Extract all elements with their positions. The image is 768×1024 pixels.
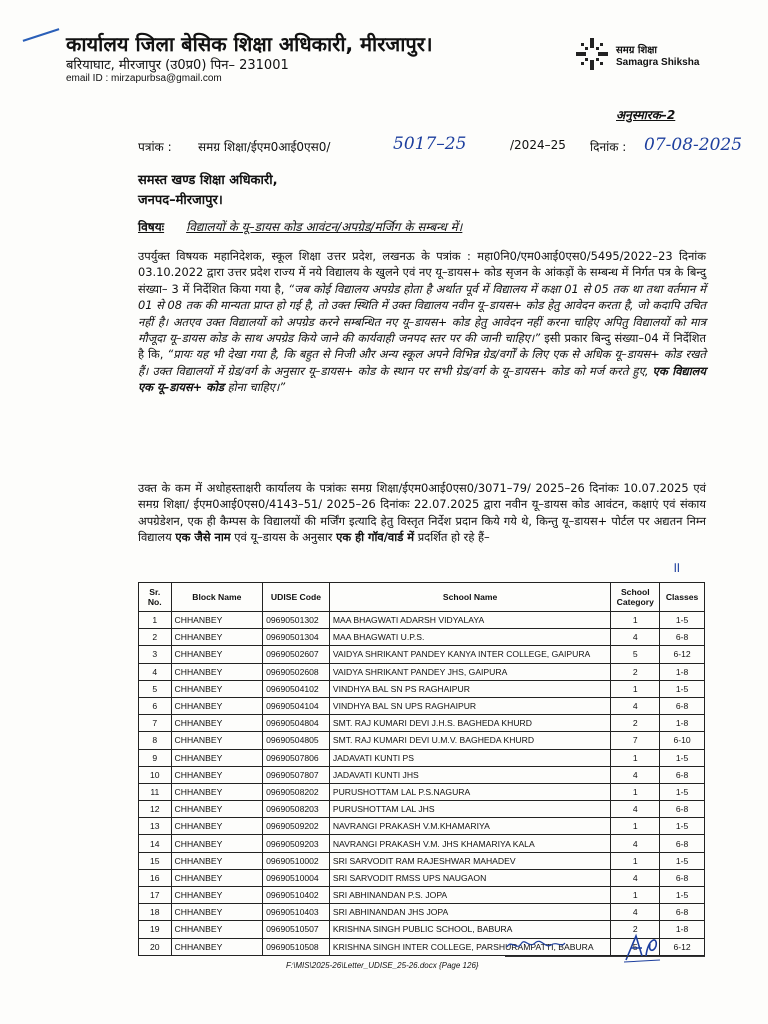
cell-classes: 6-8 [660, 697, 705, 714]
table-row [139, 938, 705, 955]
samagra-shiksha-logo-icon [574, 36, 610, 72]
para1-quote-2-bold: एक विद्यालय एक यू–डायस+ कोड [138, 363, 706, 395]
cell-school-category: 5 [611, 646, 660, 663]
cell-block-name: CHHANBEY [171, 938, 263, 955]
cell-school-name: KRISHNA SINGH INTER COLLEGE, PARSHURAMPATTI, BABURA [329, 938, 611, 955]
header-school-name: School Name [329, 583, 611, 612]
cell-school-name: SMT. RAJ KUMARI DEVI J.H.S. BAGHEDA KHURD [329, 715, 611, 732]
logo-text-english: Samagra Shiksha [616, 57, 700, 68]
header-classes: Classes [660, 583, 705, 612]
para2-mid: एवं यू–डायस के अनुसार [230, 530, 337, 545]
cell-school-category: 2 [611, 921, 660, 938]
cell-school-category: 1 [611, 783, 660, 800]
header-sr-no: Sr. No. [139, 583, 172, 612]
signature-initials [505, 937, 567, 953]
cell-udise-code: 09690510002 [263, 852, 330, 869]
reference-label: पत्रांक : [138, 140, 172, 154]
cell-classes: 6-12 [660, 646, 705, 663]
cell-school-name: VAIDYA SHRIKANT PANDEY JHS, GAIPURA [329, 663, 611, 680]
table-body [139, 612, 705, 956]
table-row [139, 646, 705, 663]
subject-line [138, 218, 462, 235]
cell-sr-no: 9 [139, 749, 172, 766]
cell-block-name: CHHANBEY [171, 852, 263, 869]
cell-sr-no: 13 [139, 818, 172, 835]
date-label: दिनांक : [590, 140, 627, 154]
cell-school-category: 7 [611, 732, 660, 749]
table-row [139, 835, 705, 852]
cell-block-name: CHHANBEY [171, 697, 263, 714]
para1-quote-1: “जब कोई विद्यालय अपग्रेड होता है अर्थात पूर्व में विद्यालय में कक्षा 01 से 05 तक था तथा वर्तमान में 01 से 08 तक की मान्यता प्राप्त हो गई है, तो उक्त स्थिति में उक्त विद्यालय नवीन यू–डायस+ कोड हेतु आवेदन करता है, जो कदापि उचित नहीं है। अतएव उक्त विद्यालयों को अपग्रेड करने सम्बन्धित नए यू–डायस+ कोड हेतु आवेदन नहीं करना चाहिए अपितु विद्यालयों को मात्र मौजूदा यू–डायस कोड के साथ अपग्रेड किये जाने की कार्यवाही जनपद स्तर पर की जानी चाहिए।” [138, 281, 706, 346]
paragraph-1 [138, 248, 706, 396]
table-row [139, 629, 705, 646]
signature-line [505, 956, 705, 957]
office-address: बरियाघाट, मीरजापुर (उ0प्र0) पिन– 231001 [66, 58, 289, 73]
cell-block-name: CHHANBEY [171, 766, 263, 783]
cell-school-category: 2 [611, 715, 660, 732]
cell-block-name: CHHANBEY [171, 801, 263, 818]
cell-classes: 1-8 [660, 921, 705, 938]
cell-sr-no: 2 [139, 629, 172, 646]
cell-sr-no: 8 [139, 732, 172, 749]
cell-classes: 1-5 [660, 852, 705, 869]
table-row [139, 904, 705, 921]
cell-school-name: SRI SARVODIT RMSS UPS NAUGAON [329, 869, 611, 886]
logo-text-hindi: समग्र शिक्षा [616, 45, 658, 56]
cell-school-category: 4 [611, 869, 660, 886]
cell-udise-code: 09690510508 [263, 938, 330, 955]
cell-udise-code: 09690510004 [263, 869, 330, 886]
cell-school-name: NAVRANGI PRAKASH V.M. JHS KHAMARIYA KALA [329, 835, 611, 852]
cell-school-name: SRI SARVODIT RAM RAJESHWAR MAHADEV [329, 852, 611, 869]
cell-sr-no: 10 [139, 766, 172, 783]
cell-classes: 1-5 [660, 612, 705, 629]
recipient-line-1: समस्त खण्ड शिक्षा अधिकारी, [138, 173, 278, 188]
table-row [139, 766, 705, 783]
office-title: कार्यालय जिला बेसिक शिक्षा अधिकारी, मीरजापुर। [66, 32, 433, 56]
cell-block-name: CHHANBEY [171, 663, 263, 680]
cell-sr-no: 5 [139, 680, 172, 697]
cell-school-name: KRISHNA SINGH PUBLIC SCHOOL, BABURA [329, 921, 611, 938]
cell-school-name: JADAVATI KUNTI PS [329, 749, 611, 766]
cell-classes: 1-5 [660, 680, 705, 697]
cell-school-category: 1 [611, 852, 660, 869]
cell-sr-no: 1 [139, 612, 172, 629]
cell-udise-code: 09690501304 [263, 629, 330, 646]
table-header-row [139, 583, 705, 612]
para1-intro: उपर्युक्त विषयक महानिदेशक, स्कूल शिक्षा उत्तर प्रदेश, लखनऊ के पत्रांक : महा0नि0/एम0आई0एस0/5495/2022–23 दिनांक 03.10.2022 द्वारा उत्तर प्रदेश राज्य में नये विद्यालय के खुलने एवं नए यू–डायस+ कोड सृजन के आंकड़ों के सम्बन्ध में निर्गत पत्र के बिन्दु संख्या– 3 में निर्देशित किया गया है, [138, 249, 706, 296]
cell-school-name: PURUSHOTTAM LAL P.S.NAGURA [329, 783, 611, 800]
cell-udise-code: 09690510507 [263, 921, 330, 938]
cell-sr-no: 18 [139, 904, 172, 921]
cell-sr-no: 19 [139, 921, 172, 938]
table-row [139, 697, 705, 714]
file-path-footer: F:\MIS\2025-26\Letter_UDISE_25-26.docx {Page 126} [286, 961, 479, 970]
table-row [139, 680, 705, 697]
cell-school-category: 1 [611, 818, 660, 835]
cell-classes: 6-8 [660, 904, 705, 921]
cell-school-category: 2 [611, 663, 660, 680]
paragraph-2 [138, 480, 706, 546]
cell-udise-code: 09690504805 [263, 732, 330, 749]
cell-classes: 1-5 [660, 749, 705, 766]
table-row [139, 921, 705, 938]
table-row [139, 715, 705, 732]
para2-text: उक्त के कम में अधोहस्ताक्षरी कार्यालय के पत्रांकः समग्र शिक्षा/ईएम0आई0एस0/3071–79/ 2025–26 दिनांकः 10.07.2025 एवं समग्र शिक्षा/ ईएम0आई0एस0/4143–51/ 2025–26 दिनांकः 22.07.2025 द्वारा नवीन यू–डायस कोड आवंटन, कक्षाएं एवं संकाय अपग्रेडेशन, एक ही कैम्पस के विद्यालयों की मर्जिंग इत्यादि हेतु विस्तृत निर्देश प्रदान किये गये थे, किन्तु यू–डायस+ पोर्टल पर अद्यतन निम्न विद्यालय [138, 481, 706, 545]
reference-line [138, 134, 743, 158]
cell-sr-no: 12 [139, 801, 172, 818]
cell-udise-code: 09690507807 [263, 766, 330, 783]
subject-label: विषयः [138, 220, 165, 234]
table-row [139, 869, 705, 886]
cell-sr-no: 7 [139, 715, 172, 732]
cell-school-name: SRI ABHINANDAN P.S. JOPA [329, 887, 611, 904]
cell-block-name: CHHANBEY [171, 612, 263, 629]
cell-udise-code: 09690510403 [263, 904, 330, 921]
cell-classes: 6-8 [660, 869, 705, 886]
cell-block-name: CHHANBEY [171, 921, 263, 938]
cell-sr-no: 20 [139, 938, 172, 955]
cell-classes: 1-8 [660, 663, 705, 680]
cell-sr-no: 4 [139, 663, 172, 680]
cell-block-name: CHHANBEY [171, 818, 263, 835]
cell-block-name: CHHANBEY [171, 680, 263, 697]
handwritten-letter-number: 5017–25 [393, 134, 467, 154]
office-email: email ID : mirzapurbsa@gmail.com [66, 73, 222, 84]
cell-classes: 6-8 [660, 801, 705, 818]
table-row [139, 887, 705, 904]
cell-udise-code: 09690502608 [263, 663, 330, 680]
cell-udise-code: 09690504804 [263, 715, 330, 732]
cell-block-name: CHHANBEY [171, 646, 263, 663]
para2-bold-2: एक ही गॉव/वार्ड में [336, 530, 415, 545]
cell-school-category: 1 [611, 749, 660, 766]
cell-block-name: CHHANBEY [171, 887, 263, 904]
cell-school-name: SRI ABHINANDAN JHS JOPA [329, 904, 611, 921]
cell-classes: 6-12 [660, 938, 705, 955]
para2-end: प्रदर्शित हो रहे हैं– [414, 530, 490, 545]
cell-classes: 1-5 [660, 887, 705, 904]
table-row [139, 663, 705, 680]
reference-prefix: समग्र शिक्षा/ईएम0आई0एस0/ [198, 140, 331, 154]
cell-sr-no: 3 [139, 646, 172, 663]
para1-middle: इसी प्रकार बिन्दु संख्या–04 में निर्देशित है कि, [138, 331, 706, 362]
cell-school-name: VINDHYA BAL SN PS RAGHAIPUR [329, 680, 611, 697]
cell-classes: 1-5 [660, 818, 705, 835]
cell-school-name: JADAVATI KUNTI JHS [329, 766, 611, 783]
cell-block-name: CHHANBEY [171, 869, 263, 886]
cell-school-name: VAIDYA SHRIKANT PANDEY KANYA INTER COLLEGE, GAIPURA [329, 646, 611, 663]
cell-sr-no: 17 [139, 887, 172, 904]
cell-block-name: CHHANBEY [171, 749, 263, 766]
cell-block-name: CHHANBEY [171, 629, 263, 646]
header-udise-code: UDISE Code [263, 583, 330, 612]
cell-school-category: 1 [611, 887, 660, 904]
table-row [139, 818, 705, 835]
handwritten-date: 07-08-2025 [644, 135, 743, 155]
cell-sr-no: 16 [139, 869, 172, 886]
cell-sr-no: 11 [139, 783, 172, 800]
cell-udise-code: 09690510402 [263, 887, 330, 904]
table-row [139, 783, 705, 800]
cell-school-category: 4 [611, 801, 660, 818]
cell-block-name: CHHANBEY [171, 715, 263, 732]
cell-sr-no: 6 [139, 697, 172, 714]
cell-udise-code: 09690504102 [263, 680, 330, 697]
reference-year: /2024–25 [510, 138, 566, 152]
cell-school-category: 4 [611, 766, 660, 783]
cell-block-name: CHHANBEY [171, 904, 263, 921]
cell-classes: 6-8 [660, 766, 705, 783]
pen-mark [23, 28, 60, 42]
cell-school-name: MAA BHAGWATI ADARSH VIDYALAYA [329, 612, 611, 629]
signature-officer [622, 930, 662, 964]
cell-school-category: 5 [611, 938, 660, 955]
cell-school-name: VINDHYA BAL SN UPS RAGHAIPUR [329, 697, 611, 714]
table-row [139, 801, 705, 818]
subject-text: विद्यालयों के यू–डायस कोड आवंटन/अपग्रेड/मर्जिग के सम्बन्ध में। [186, 220, 463, 234]
para1-quote-2: “प्रायः यह भी देखा गया है, कि बहुत से निजी और अन्य स्कूल अपने विभिन्न ग्रेड/वर्गों के लिए एक से अधिक यू–डायस+ कोड रखते हैं। उक्त विद्यालयों में ग्रेड/वर्ग के अनुसार यू–डायस+ कोड के स्थान पर सभी ग्रेड/वर्ग के यू–डायस+ कोड को मर्ज करते हुए, [138, 347, 707, 378]
cell-school-name: PURUSHOTTAM LAL JHS [329, 801, 611, 818]
cell-classes: 1-8 [660, 715, 705, 732]
cell-udise-code: 09690501302 [263, 612, 330, 629]
table-row [139, 612, 705, 629]
cell-school-category: 4 [611, 697, 660, 714]
cell-udise-code: 09690504104 [263, 697, 330, 714]
school-table [138, 582, 705, 956]
table-row [139, 732, 705, 749]
cell-school-category: 4 [611, 904, 660, 921]
handwritten-mark: ॥ [672, 560, 681, 576]
reminder-label: अनुस्मारक–2 [616, 108, 676, 122]
para1-quote-2-end: होना चाहिए।” [223, 380, 286, 395]
cell-udise-code: 09690508202 [263, 783, 330, 800]
cell-classes: 6-8 [660, 629, 705, 646]
header-block-name: Block Name [171, 583, 263, 612]
header-school-category: School Category [611, 583, 660, 612]
cell-classes: 6-10 [660, 732, 705, 749]
cell-udise-code: 09690502607 [263, 646, 330, 663]
cell-school-name: NAVRANGI PRAKASH V.M.KHAMARIYA [329, 818, 611, 835]
cell-classes: 1-5 [660, 783, 705, 800]
cell-udise-code: 09690509203 [263, 835, 330, 852]
cell-school-category: 4 [611, 629, 660, 646]
para2-bold-1: एक जैसे नाम [175, 530, 231, 545]
cell-school-category: 1 [611, 680, 660, 697]
cell-school-category: 4 [611, 835, 660, 852]
cell-sr-no: 14 [139, 835, 172, 852]
table-row [139, 852, 705, 869]
recipient-line-2: जनपद–मीरजापुर। [138, 193, 223, 208]
cell-udise-code: 09690508203 [263, 801, 330, 818]
cell-classes: 6-8 [660, 835, 705, 852]
cell-school-name: SMT. RAJ KUMARI DEVI U.M.V. BAGHEDA KHURD [329, 732, 611, 749]
cell-block-name: CHHANBEY [171, 783, 263, 800]
table-row [139, 749, 705, 766]
cell-udise-code: 09690507806 [263, 749, 330, 766]
cell-udise-code: 09690509202 [263, 818, 330, 835]
cell-school-category: 1 [611, 612, 660, 629]
cell-sr-no: 15 [139, 852, 172, 869]
cell-block-name: CHHANBEY [171, 835, 263, 852]
cell-school-name: MAA BHAGWATI U.P.S. [329, 629, 611, 646]
cell-block-name: CHHANBEY [171, 732, 263, 749]
